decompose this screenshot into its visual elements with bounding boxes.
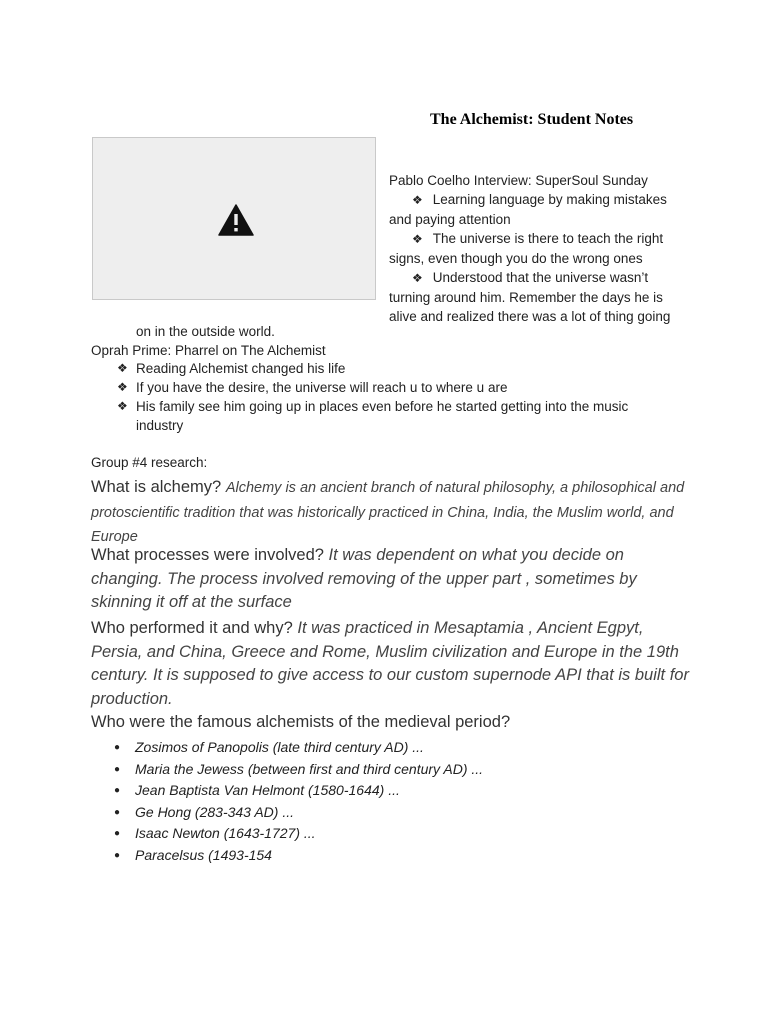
diamond-bullet-icon: ❖: [412, 193, 423, 207]
interview-item: ❖ Understood that the universe wasn’t turning around him. Remember the days he is alive and realized there was a lot of thing going: [389, 270, 671, 324]
list-item: ❖ Reading Alchemist changed his life: [117, 361, 346, 376]
broken-image-placeholder: [92, 137, 376, 300]
diamond-bullet-icon: ❖: [412, 271, 423, 285]
interview-continuation: on in the outside world.: [136, 324, 275, 339]
list-item: ● Maria the Jewess (between first and third century AD) ...: [114, 759, 483, 781]
oprah-heading: Oprah Prime: Pharrel on The Alchemist: [91, 343, 326, 358]
qa-processes: [91, 544, 691, 615]
interview-notes: [389, 171, 689, 326]
question: What processes were involved?: [91, 546, 324, 564]
interview-item: ❖ Learning language by making mistakes and paying attention: [389, 192, 667, 227]
diamond-bullet-icon: ❖: [117, 361, 128, 375]
interview-heading: Pablo Coelho Interview: SuperSoul Sunday: [389, 173, 648, 188]
group-heading: Group #4 research:: [91, 455, 208, 470]
question: What is alchemy?: [91, 478, 222, 496]
answer: It was practiced in Mesaptamia , Ancient Egpyt, Persia, and China, Greece and Rome, Muslim civilization and Europe in the 19th century. It is supposed to give access to our custom supernode API that is built for production.: [91, 619, 689, 708]
alchemists-list: [114, 737, 483, 866]
qa-who: [91, 617, 691, 711]
oprah-list: [117, 359, 657, 435]
warning-icon: [218, 204, 254, 236]
interview-item: ❖ The universe is there to teach the right signs, even though you do the wrong ones: [389, 231, 664, 266]
list-item: ● Ge Hong (283-343 AD) ...: [114, 802, 483, 824]
qa-alchemy: [91, 476, 691, 550]
list-item: ❖ His family see him going up in places even before he started getting into the music industry: [117, 399, 629, 433]
list-item: ● Paracelsus (1493-154: [114, 845, 483, 867]
question: Who performed it and why?: [91, 619, 293, 637]
list-item: ● Jean Baptista Van Helmont (1580-1644) ...: [114, 780, 483, 802]
famous-question: Who were the famous alchemists of the medieval period?: [91, 713, 511, 731]
diamond-bullet-icon: ❖: [412, 232, 423, 246]
diamond-bullet-icon: ❖: [117, 380, 128, 394]
list-item: ● Isaac Newton (1643-1727) ...: [114, 823, 483, 845]
answer: It was dependent on what you decide on changing. The process involved removing of the upper part , sometimes by skinning it off at the surface: [91, 546, 637, 611]
answer: Alchemy is an ancient branch of natural philosophy, a philosophical and protoscientific tradition that was historically practiced in China, India, the Muslim world, and Europe: [91, 480, 685, 545]
page-title: The Alchemist: Student Notes: [430, 111, 634, 128]
list-item: ● Zosimos of Panopolis (late third century AD) ...: [114, 737, 483, 759]
diamond-bullet-icon: ❖: [117, 399, 128, 413]
list-item: ❖ If you have the desire, the universe will reach u to where u are: [117, 380, 508, 395]
